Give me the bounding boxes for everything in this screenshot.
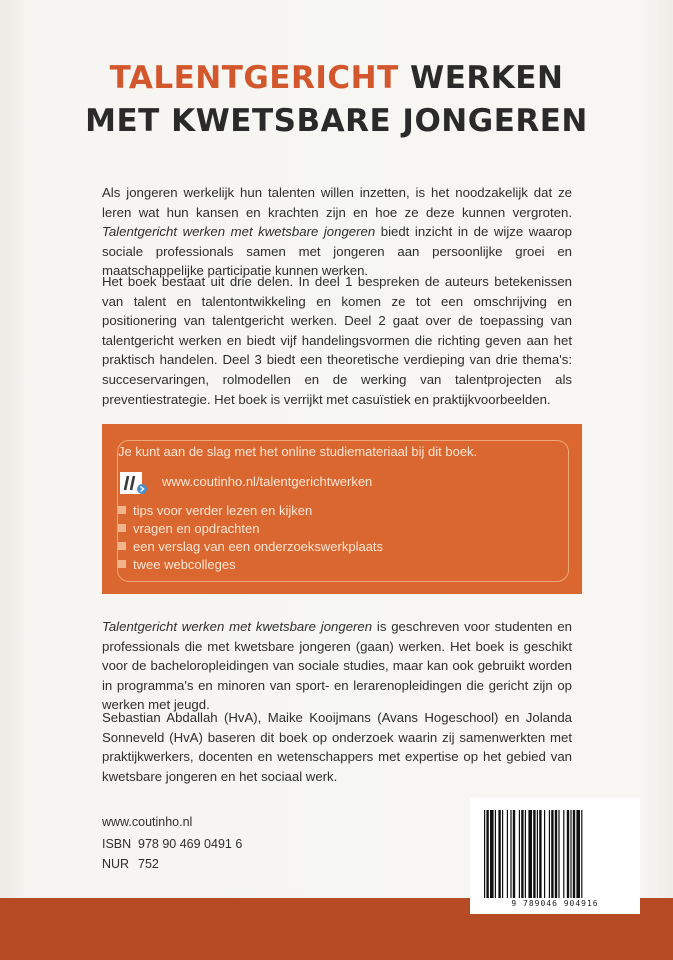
publisher-website[interactable]: www.coutinho.nl xyxy=(102,815,193,829)
nur-value: 752 xyxy=(138,857,159,871)
isbn-line xyxy=(102,837,242,851)
list-item-label: tips voor verder lezen en kijken xyxy=(133,503,313,518)
title-line-1-rest: WERKEN xyxy=(410,60,564,96)
bullet-icon xyxy=(118,524,126,532)
title-line-2: MET KWETSBARE JONGEREN xyxy=(85,103,588,139)
structure-paragraph: Het boek bestaat uit drie delen. In deel 1 bespreken de auteurs betekenissen van talent en talentontwikkeling en komen ze tot een omschrijving en positionering van talentgericht werken. Deel 2 gaat over de toepassing van talentgericht werken en biedt vijf handelingsvormen die richting geven aan het praktisch handelen. Deel 3 biedt een theoretische verdieping van drie thema's: succeservaringen, rolmodellen en de werking van talentprojecten als preventiestrategie. Het boek is verrijkt met casuïstiek en praktijkvoorbeelden. xyxy=(102,274,572,407)
audience-paragraph xyxy=(102,617,572,715)
list-item xyxy=(118,520,383,538)
title-accent: TALENTGERICHT xyxy=(109,60,399,96)
barcode-bars xyxy=(484,810,626,898)
online-material-url[interactable]: www.coutinho.nl/talentgerichtwerken xyxy=(162,474,373,489)
barcode-number: 9 789046 904916 xyxy=(511,899,599,908)
bullet-icon xyxy=(118,542,126,550)
list-item-label: twee webcolleges xyxy=(133,557,236,572)
authors-paragraph: Sebastian Abdallah (HvA), Maike Kooijmans (Avans Hogeschool) en Jolanda Sonneveld (HvA) baseren dit boek op onderzoek waarin zij samenwerkten met praktijkwerkers, docenten en wetenschappers met expertise op het gebied van kwetsbare jongeren en het sociaal werk. xyxy=(102,710,572,784)
intro-book-title: Talentgericht werken met kwetsbare jongeren xyxy=(102,224,376,240)
online-material-box xyxy=(102,424,582,594)
isbn-value: 978 90 469 0491 6 xyxy=(138,837,243,851)
list-item xyxy=(118,538,383,556)
list-item xyxy=(118,502,383,520)
bullet-icon xyxy=(118,560,126,568)
nur-line xyxy=(102,857,159,871)
intro-paragraph xyxy=(102,183,572,281)
nur-label: NUR xyxy=(102,857,130,871)
bullet-icon xyxy=(118,506,126,514)
intro-text-a: Als jongeren werkelijk hun talenten willen inzetten, is het noodzakelijk dat ze leren wat hun kansen en krachten zijn en hoe ze deze kunnen vergroten. xyxy=(102,185,572,220)
list-item xyxy=(118,556,383,574)
list-item-label: vragen en opdrachten xyxy=(133,521,260,536)
list-item-label: een verslag van een onderzoekswerkplaats xyxy=(133,539,384,554)
isbn-label: ISBN xyxy=(102,837,132,851)
audience-book-title: Talentgericht werken met kwetsbare jongeren xyxy=(102,619,373,634)
online-material-list xyxy=(118,502,383,574)
coutinho-online-logo-icon xyxy=(120,472,148,494)
intro-text-b: biedt inzicht in de wijze waarop sociale professionals samen met jongeren aan persoonlijke groei en maatschappelijke participatie kunnen werken. xyxy=(102,224,572,279)
online-material-lead: Je kunt aan de slag met het online studiemateriaal bij dit boek. xyxy=(118,444,478,459)
title-line-1 xyxy=(0,60,673,96)
barcode xyxy=(470,798,640,914)
audience-text: is geschreven voor studenten en professionals die met kwetsbare jongeren (gaan) werken. Het boek is geschikt voor de bacheloropleidingen van sociale studies, maar kan ook gebruikt worden in programma's en minoren van sport- en lerarenopleidingen die gericht zijn op werken met jeugd. xyxy=(102,619,572,713)
